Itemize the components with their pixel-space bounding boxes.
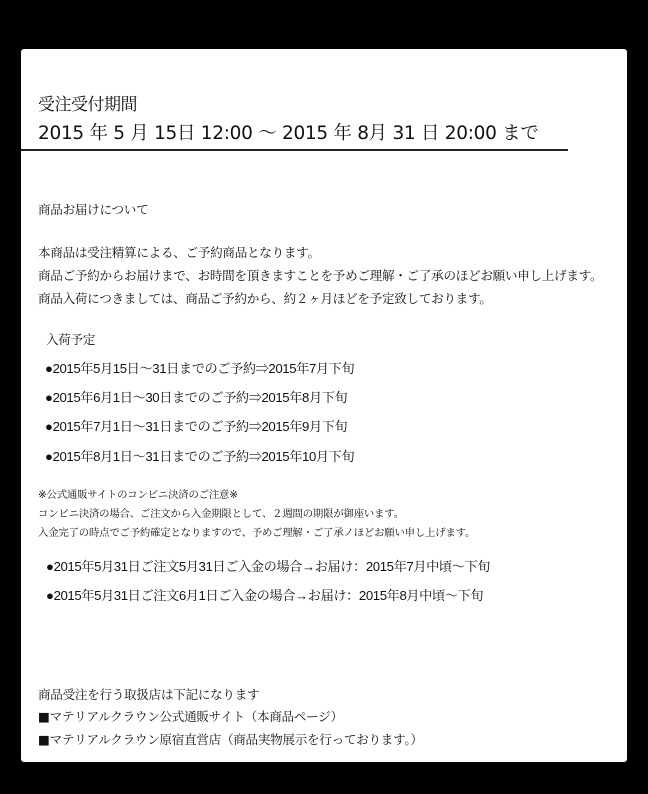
convenience-notice-line: 入金完了の時点でご予約確定となりますので、予めご理解・ご了承ノほどお願い申し上げます。 [38, 527, 476, 539]
arrival-schedule-item: ●2015年7月1日〜31日までのご予約⇒2015年9月下旬 [45, 419, 348, 434]
shops-title: 商品受注を行う取扱店は下記になります [38, 687, 260, 702]
order-period-label: 受注受付期間 [38, 95, 137, 115]
order-period-dates: 2015 年 5 月 15日 12:00 〜 2015 年 8月 31 日 20:00 まで [38, 123, 539, 144]
payment-example-item: ●2015年5月31日ご注文6月1日ご入金の場合→お届け：2015年8月中頃〜下旬 [46, 588, 484, 603]
arrival-schedule-item: ●2015年5月15日〜31日までのご予約⇒2015年7月下旬 [45, 361, 355, 376]
delivery-section-title: 商品お届けについて [38, 202, 149, 217]
heading-underline [21, 149, 568, 151]
delivery-paragraph: 本商品は受注精算による、ご予約商品となります。 [38, 245, 320, 260]
arrival-schedule-item: ●2015年8月1日〜31日までのご予約⇒2015年10月下旬 [45, 449, 355, 464]
delivery-paragraph: 商品ご予約からお届けまで、お時間を頂きますことを予めご理解・ご了承のほどお願い申し上げます。 [38, 268, 603, 283]
arrival-schedule-title: 入荷予定 [46, 332, 96, 347]
delivery-paragraph: 商品入荷につきましては、商品ご予約から、約２ヶ月ほどを予定致しております。 [38, 291, 492, 306]
shop-item-harajuku: ■マテリアルクラウン原宿直営店（商品実物展示を行っております。） [38, 732, 423, 747]
shop-item-online: ■マテリアルクラウン公式通販サイト（本商品ページ） [38, 709, 343, 724]
arrival-schedule-item: ●2015年6月1日〜30日までのご予約⇒2015年8月下旬 [45, 390, 348, 405]
convenience-notice-line: コンビニ決済の場合、ご注文から入金期限として、２週間の期限が御座います。 [38, 508, 404, 520]
content-card [21, 49, 627, 762]
payment-example-item: ●2015年5月31日ご注文5月31日ご入金の場合→お届け：2015年7月中頃〜下旬 [46, 559, 491, 574]
convenience-notice-title: ※公式通販サイトのコンビニ決済のご注意※ [38, 489, 238, 501]
